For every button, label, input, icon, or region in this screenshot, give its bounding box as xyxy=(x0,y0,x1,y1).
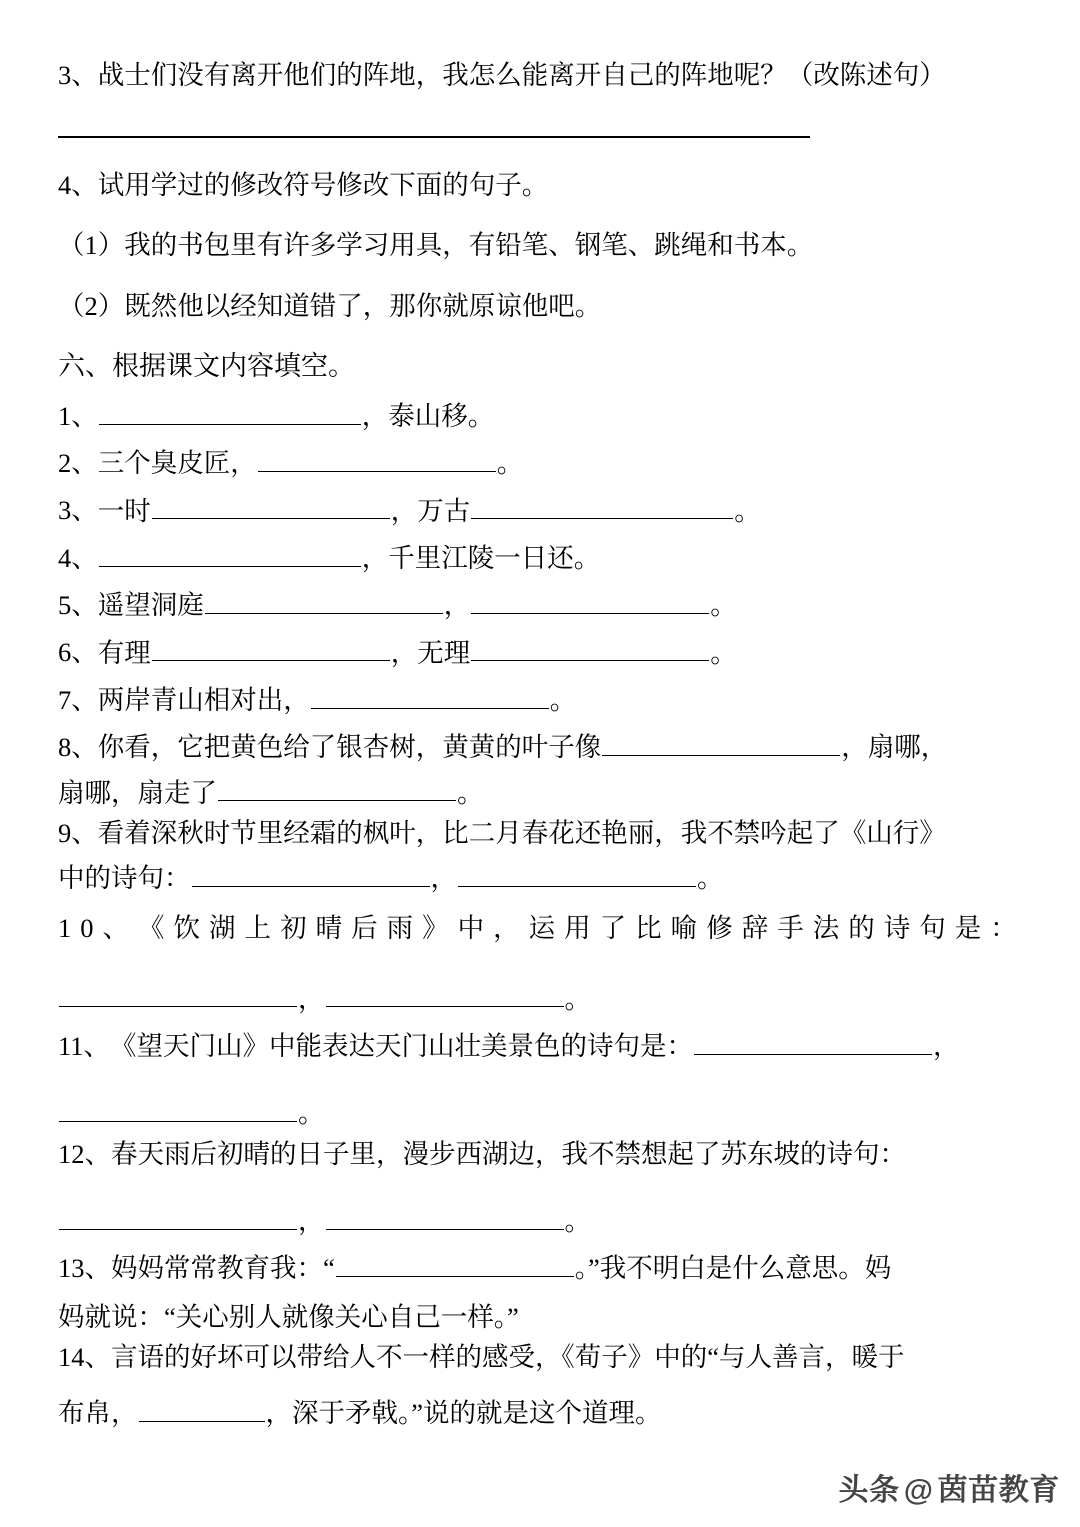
fill-blank-text: ， xyxy=(443,590,471,621)
fill-blank-item xyxy=(58,1344,1064,1426)
answer-blank[interactable] xyxy=(311,680,549,709)
answer-blank[interactable] xyxy=(602,727,840,756)
fill-blank-text: 。 xyxy=(496,448,524,479)
answer-blank[interactable] xyxy=(471,585,709,614)
fill-blank-text: 。 xyxy=(457,777,484,808)
fill-blank-text: ， xyxy=(933,1030,960,1061)
question-4-sub-1-text: 我的书包里有许多学习用具，有铅笔、钢笔、跳绳和书本。 xyxy=(124,230,814,260)
fill-blank-item xyxy=(58,1248,1064,1330)
fill-blank-line xyxy=(58,1201,1064,1234)
fill-blank-item xyxy=(58,585,1064,621)
answer-blank[interactable] xyxy=(694,1026,932,1055)
fill-blank-text: 中的诗句： xyxy=(58,863,191,894)
answer-blank[interactable] xyxy=(258,443,496,472)
fill-blank-text: ， xyxy=(298,983,325,1014)
fill-blank-number: 12、 xyxy=(58,1138,111,1169)
answer-blank[interactable] xyxy=(326,1201,564,1230)
question-3-answer-rule[interactable] xyxy=(58,136,810,138)
fill-blank-number: 4、 xyxy=(58,542,98,573)
fill-blank-text: ，泰山移。 xyxy=(361,400,495,431)
question-3-text: 战士们没有离开他们的阵地，我怎么能离开自己的阵地呢？（改陈述句） xyxy=(97,60,946,90)
answer-blank[interactable] xyxy=(336,1248,574,1277)
fill-blank-text: 妈就说：“关心别人就像关心自己一样。” xyxy=(58,1301,519,1332)
fill-blank-text: 看着深秋时节里经霜的枫叶，比二月春花还艳丽，我不禁吟起了《山行》 xyxy=(97,817,946,848)
fill-blank-line xyxy=(58,443,1064,479)
answer-blank[interactable] xyxy=(152,633,390,662)
fill-blank-text: 言语的好坏可以带给人不一样的感受，《荀子》中的“与人善言，暖于 xyxy=(111,1342,905,1373)
watermark-account: 茵苗教育 xyxy=(937,1474,1060,1507)
question-4-sub-2 xyxy=(58,290,1064,321)
fill-blank-line xyxy=(58,858,1064,894)
section-six-heading: 六、根据课文内容填空。 xyxy=(58,351,355,381)
answer-blank[interactable] xyxy=(59,1093,297,1122)
fill-blank-text: 布帛， xyxy=(58,1397,138,1428)
question-4-text: 试用学过的修改符号修改下面的句子。 xyxy=(97,169,549,200)
worksheet-content xyxy=(58,62,1064,1426)
fill-blank-text: 你看，它把黄色给了银杏树，黄黄的叶子像 xyxy=(97,732,602,762)
question-4-sub-2-text: 既然他以经知道错了，那你就原谅他吧。 xyxy=(124,290,602,321)
answer-blank[interactable] xyxy=(59,1201,297,1230)
fill-blank-number: 2、 xyxy=(58,448,98,479)
fill-blank-item xyxy=(58,727,1064,806)
fill-blank-line xyxy=(58,1393,1064,1426)
fill-blank-text: 春天雨后初晴的日子里，漫步西湖边，我不禁想起了苏东坡的诗句： xyxy=(111,1138,906,1169)
fill-blank-item xyxy=(58,1138,1064,1236)
fill-blank-number: 6、 xyxy=(58,637,98,668)
fill-blank-number: 8、 xyxy=(58,732,98,762)
fill-blank-number: 1、 xyxy=(58,400,98,431)
fill-blank-line xyxy=(58,585,1064,621)
fill-blank-line xyxy=(58,906,1064,945)
fill-blank-item xyxy=(58,443,1064,479)
fill-blank-number: 9、 xyxy=(58,817,98,848)
fill-blank-text: 。 xyxy=(564,1205,591,1236)
fill-blank-line xyxy=(58,1301,1064,1332)
question-4-sub-1 xyxy=(58,232,1064,259)
fill-blank-text: 扇哪，扇走了 xyxy=(58,777,217,808)
answer-blank[interactable] xyxy=(471,633,709,662)
fill-blank-text: ，深于矛戟。”说的就是这个道理。 xyxy=(265,1397,662,1428)
fill-blank-item xyxy=(58,396,1064,429)
fill-blank-item xyxy=(58,491,1064,524)
fill-blank-line xyxy=(58,633,1064,666)
fill-blank-text: 。 xyxy=(710,590,737,621)
question-4-sub-2-label: （2） xyxy=(58,290,125,321)
fill-blank-text: 妈妈常常教育我：“ xyxy=(111,1253,335,1284)
fill-blank-line xyxy=(58,680,1064,713)
fill-blank-line xyxy=(58,1344,1064,1371)
answer-blank[interactable] xyxy=(152,491,390,520)
question-4-sub-1-label: （1） xyxy=(58,230,125,260)
fill-blank-text: 遥望洞庭 xyxy=(97,590,204,621)
fill-blank-text: 。 xyxy=(298,1098,325,1129)
fill-blank-item xyxy=(58,633,1064,666)
question-4-number: 4、 xyxy=(58,169,98,200)
fill-blank-text: 。 xyxy=(697,863,724,894)
section-six-items xyxy=(58,396,1064,1426)
watermark-platform: 头条 xyxy=(838,1474,900,1507)
fill-blank-text: ， xyxy=(430,863,457,894)
answer-blank[interactable] xyxy=(99,396,361,425)
fill-blank-line xyxy=(58,773,1064,806)
fill-blank-number: 7、 xyxy=(58,684,98,715)
fill-blank-number: 3、 xyxy=(58,495,98,526)
fill-blank-text: ，万古 xyxy=(390,495,471,526)
fill-blank-item xyxy=(58,1026,1064,1127)
fill-blank-line xyxy=(58,1093,1064,1129)
fill-blank-line xyxy=(58,727,1064,760)
fill-blank-line xyxy=(58,1026,1064,1059)
fill-blank-line xyxy=(58,1138,1064,1169)
answer-blank[interactable] xyxy=(99,538,361,567)
fill-blank-item xyxy=(58,817,1064,894)
fill-blank-text: ，扇哪， xyxy=(841,732,948,762)
fill-blank-number: 5、 xyxy=(58,590,98,621)
fill-blank-text: 。 xyxy=(710,637,737,668)
answer-blank[interactable] xyxy=(205,585,443,614)
answer-blank[interactable] xyxy=(458,858,696,887)
answer-blank[interactable] xyxy=(192,858,430,887)
fill-blank-line xyxy=(58,538,1064,571)
fill-blank-text: ， xyxy=(298,1205,325,1236)
question-3 xyxy=(58,62,1064,89)
fill-blank-text: 。 xyxy=(564,983,591,1014)
fill-blank-text: 有理 xyxy=(97,637,151,668)
fill-blank-text: 两岸青山相对出， xyxy=(97,684,310,715)
fill-blank-line xyxy=(58,1248,1064,1284)
answer-blank[interactable] xyxy=(471,491,733,520)
answer-blank[interactable] xyxy=(218,773,456,802)
fill-blank-text: 。 xyxy=(549,684,577,715)
fill-blank-number: 14、 xyxy=(58,1342,111,1373)
fill-blank-text: 。 xyxy=(734,495,761,526)
fill-blank-line xyxy=(58,979,1064,1012)
question-3-number: 3、 xyxy=(58,60,98,90)
fill-blank-line xyxy=(58,396,1064,429)
fill-blank-item xyxy=(58,538,1064,571)
fill-blank-number: 10、 xyxy=(58,912,139,943)
fill-blank-text: 一时 xyxy=(97,495,151,526)
fill-blank-text: 。”我不明白是什么意思。妈 xyxy=(574,1253,892,1284)
fill-blank-text: ，千里江陵一日还。 xyxy=(361,542,601,573)
fill-blank-item xyxy=(58,680,1064,713)
fill-blank-text: 《望天门山》中能表达天门山壮美景色的诗句是： xyxy=(110,1030,694,1061)
answer-blank[interactable] xyxy=(326,979,564,1008)
watermark-at-symbol: @ xyxy=(903,1474,934,1507)
answer-blank[interactable] xyxy=(59,979,297,1008)
fill-blank-line xyxy=(58,491,1064,524)
question-4 xyxy=(58,169,1064,200)
answer-blank[interactable] xyxy=(139,1393,265,1422)
fill-blank-text: ，无理 xyxy=(390,637,471,668)
fill-blank-line xyxy=(58,817,1064,848)
watermark xyxy=(839,1465,1060,1509)
fill-blank-number: 13、 xyxy=(58,1253,111,1284)
fill-blank-number: 11、 xyxy=(58,1030,111,1061)
fill-blank-text: 《饮湖上初晴后雨》中，运用了比喻修辞手法的诗句是： xyxy=(138,912,1026,943)
fill-blank-item xyxy=(58,906,1064,1012)
fill-blank-text: 三个臭皮匠， xyxy=(97,448,257,479)
